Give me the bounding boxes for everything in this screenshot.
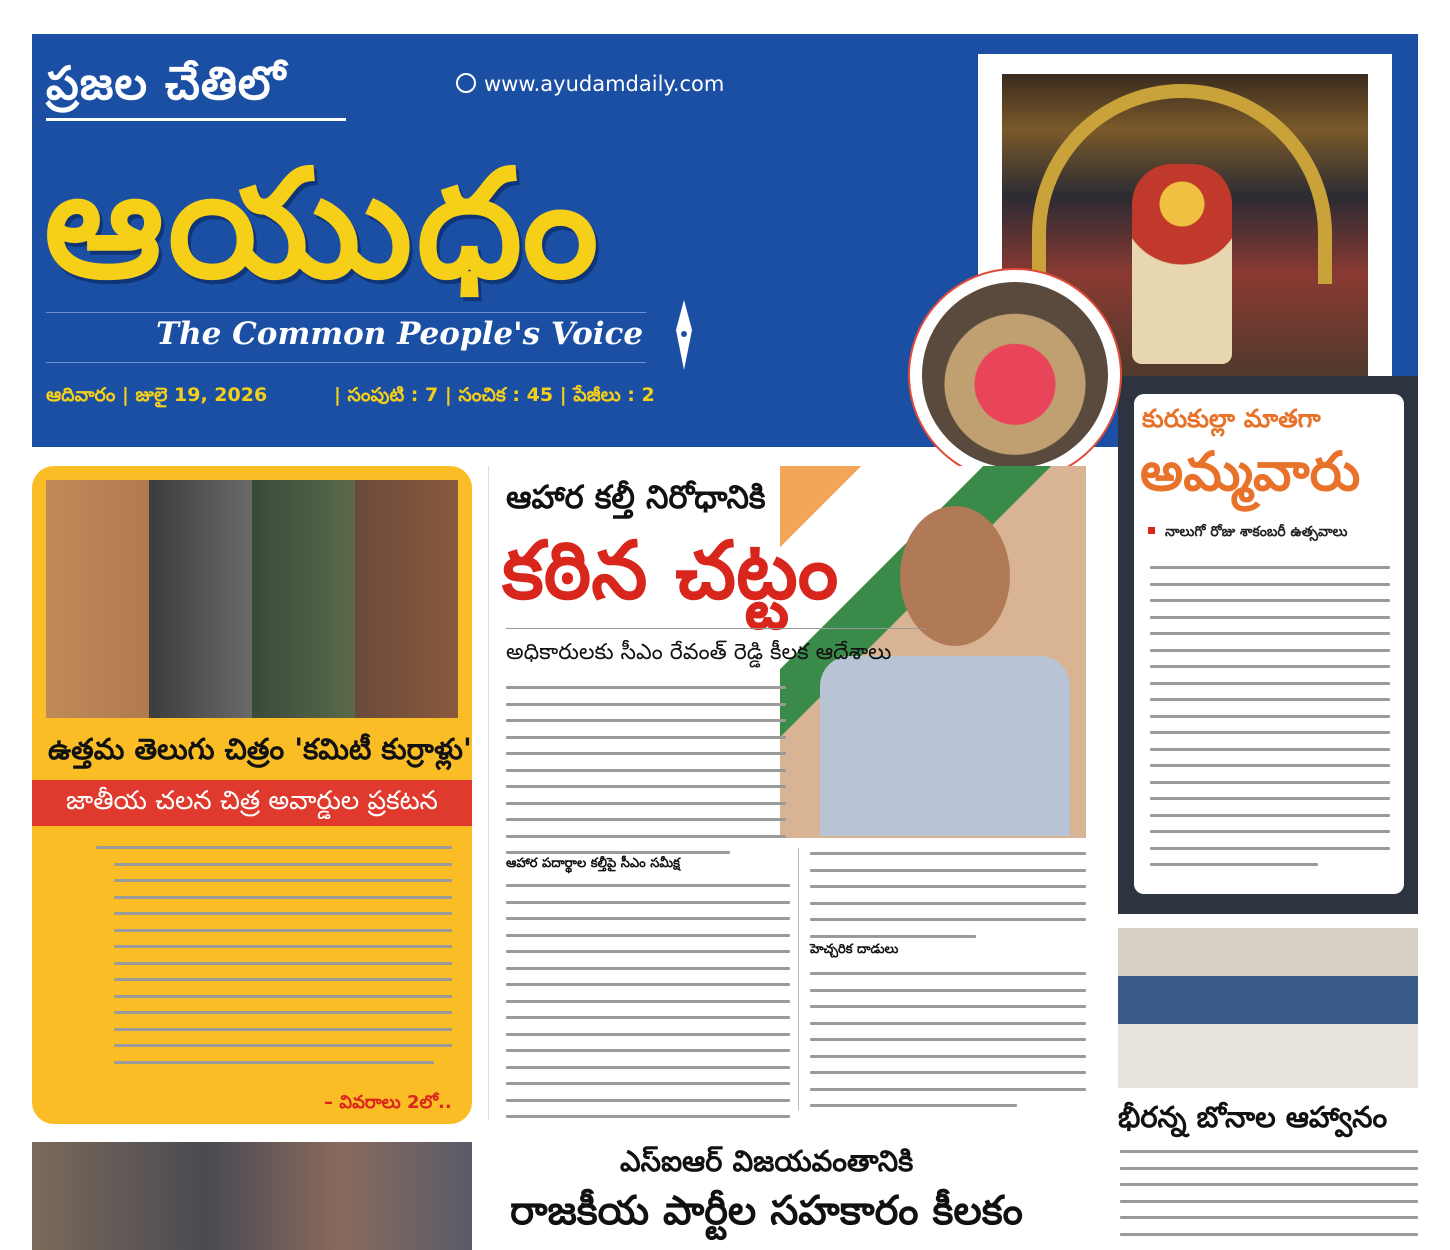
bonalu-story-body	[1120, 1150, 1418, 1249]
issue-info: | సంపుటి : 7 | సంచిక : 45 | పేజీలు : 2	[334, 384, 655, 406]
column-divider	[488, 466, 489, 1120]
award-story-body	[96, 846, 452, 1077]
bullet-icon	[1148, 527, 1155, 534]
sir-story-headline: రాజకీయ పార్టీల సహకారం కీలకం	[510, 1188, 1023, 1234]
award-story-headline: ఉత్తమ తెలుగు చిత్రం 'కమిటీ కుర్రాళ్లు'	[48, 732, 472, 766]
goddess-story-subhead-text: నాలుగో రోజు శాకంబరీ ఉత్సవాలు	[1165, 524, 1348, 540]
lead-story-body-column-2b	[810, 972, 1086, 1121]
lead-story-kicker: ఆహార కల్తీ నిరోధానికి	[506, 478, 766, 516]
award-more-link[interactable]: – వివరాలు 2లో..	[324, 1092, 452, 1113]
pen-nib-icon	[676, 300, 692, 370]
bonalu-invitation-photo	[1118, 928, 1418, 1088]
tagline-underline	[46, 118, 346, 121]
lead-subhead-rule	[506, 628, 926, 629]
bonalu-story-headline: భీరన్న బోనాల ఆహ్వానం	[1118, 1100, 1388, 1134]
globe-icon	[456, 73, 476, 93]
goddess-circle-photo	[910, 270, 1120, 480]
slogan-top-rule	[46, 312, 646, 313]
website-link[interactable]	[456, 72, 724, 96]
dateline: ఆదివారం | జులై 19, 2026	[46, 384, 268, 406]
lead-story-subhead: అధికారులకు సీఎం రేవంత్ రెడ్డి కీలక ఆదేశాలు	[506, 640, 892, 665]
award-winners-photo	[46, 480, 458, 718]
goddess-story-body	[1150, 566, 1390, 880]
lead-story-section-1-heading: ఆహార పదార్థాల కల్తీపై సీఎం సమీక్ష	[506, 856, 680, 871]
lead-story-section-2-heading: హెచ్చరిక దాడులు	[810, 942, 899, 957]
sir-story-kicker: ఎస్ఐఆర్ విజయవంతానికి	[620, 1144, 914, 1178]
award-story-subhead: జాతీయ చలన చిత్ర అవార్డుల ప్రకటన	[66, 786, 438, 816]
goddess-story-subhead	[1148, 524, 1347, 543]
masthead-tagline: ప్రజల చేతిలో	[46, 56, 287, 110]
website-url: www.ayudamdaily.com	[484, 72, 725, 96]
lead-story-body-column-2	[810, 852, 1086, 951]
lead-story-headline: కఠిన చట్టం	[502, 524, 839, 617]
goddess-story-headline: అమ్మవారు	[1140, 440, 1361, 503]
newspaper-slogan: The Common People's Voice	[156, 316, 644, 352]
lead-column-rule	[798, 848, 799, 1110]
group-meeting-photo	[32, 1142, 472, 1250]
lead-story-body-column-1b	[506, 884, 790, 1132]
lead-story-body-column-1	[506, 686, 786, 868]
newspaper-logo: ఆయుధం	[44, 138, 603, 312]
slogan-bottom-rule	[46, 362, 646, 363]
goddess-story-kicker: కురుకుల్లా మాతగా	[1142, 404, 1321, 433]
